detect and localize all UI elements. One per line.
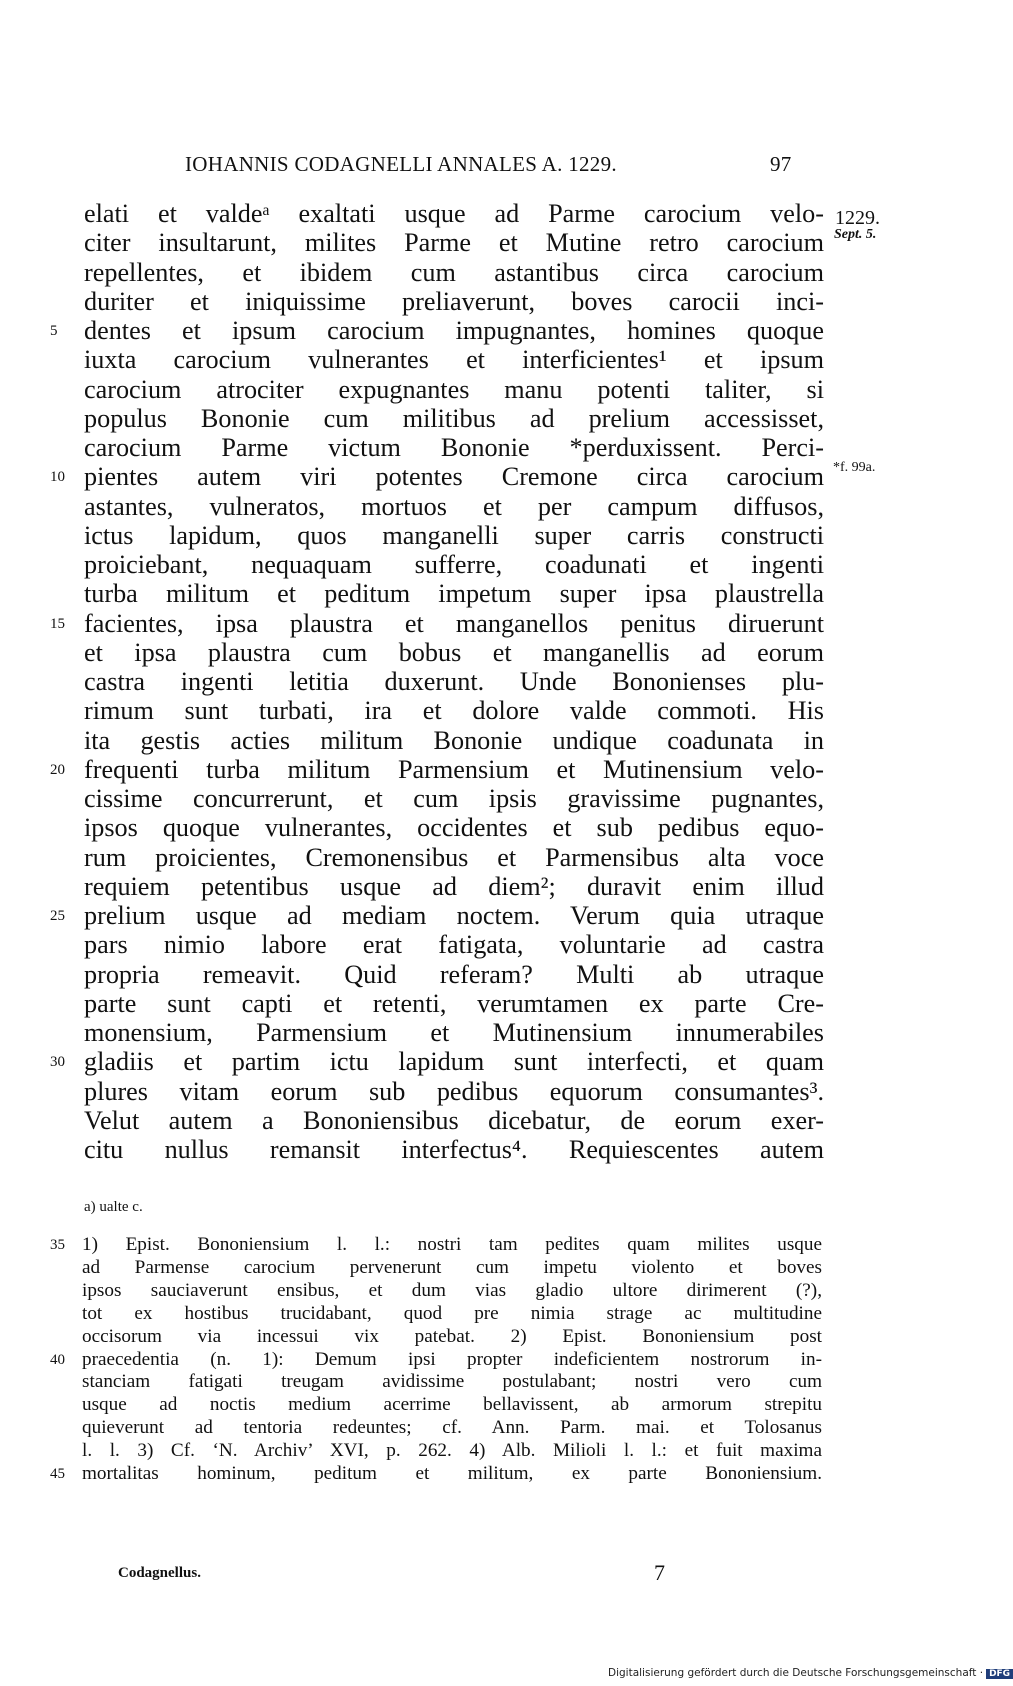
- text-line: plures vitam eorum sub pedibus equorum consumantes³.: [84, 1076, 824, 1106]
- line-number: 5: [50, 323, 58, 339]
- text-line: duriter et iniquissime preliaverunt, boves carocii inci-: [84, 286, 824, 316]
- text-line: rimum sunt turbati, ira et dolore valde commoti. His: [84, 696, 824, 726]
- text-line: facientes, ipsa plaustra et manganellos penitus diruerunt: [84, 608, 824, 638]
- footnote-line-number: 45: [50, 1466, 65, 1482]
- footnote-line-number: 40: [50, 1351, 65, 1368]
- footnote-line: occisorum via incessui vix patebat. 2) Epist. Bononiensium post: [82, 1325, 822, 1347]
- text-line: requiem petentibus usque ad diem²; duravit enim illud: [84, 871, 824, 901]
- text-line: propria remeavit. Quid referam? Multi ab utraque: [84, 959, 824, 989]
- text-line: carocium Parme victum Bononie *perduxissent. Perci-: [84, 433, 824, 462]
- text-line: citu nullus remansit interfectus⁴. Requiescentes autem: [84, 1135, 824, 1164]
- margin-date: Sept. 5.: [834, 227, 877, 242]
- text-line: frequenti turba militum Parmensium et Mutinensium velo-: [84, 754, 824, 784]
- text-line: carocium atrociter expugnantes manu potenti taliter, si: [84, 374, 824, 404]
- running-header: [185, 152, 825, 182]
- credit-text: Digitalisierung gefördert durch die Deutsche Forschungsgemeinschaft ·: [608, 1667, 984, 1679]
- footnote-line: praecedentia (n. 1): Demum ipsi propter indeficientem nostrorum in-: [82, 1348, 822, 1370]
- text-line: repellentes, et ibidem cum astantibus circa carocium: [84, 257, 824, 287]
- text-line: prelium usque ad mediam noctem. Verum quia utraque: [84, 901, 824, 930]
- text-line: ictus lapidum, quos manganelli super carris constructi: [84, 520, 824, 550]
- text-line: citer insultarunt, milites Parme et Mutine retro carocium: [84, 228, 824, 258]
- footnote-line-number: 35: [50, 1237, 65, 1253]
- line-number: 10: [50, 469, 65, 486]
- digitization-credit: [608, 1667, 1013, 1679]
- text-line: monensium, Parmensium et Mutinensium innumerabiles: [84, 1018, 824, 1047]
- text-line: pars nimio labore erat fatigata, voluntarie ad castra: [84, 930, 824, 960]
- text-line: gladiis et partim ictu lapidum sunt interfecti, et quam: [84, 1047, 824, 1077]
- footnote-line: usque ad noctis medium acerrime bellavissent, ab armorum strepitu: [82, 1394, 822, 1416]
- sheet-signature: Codagnellus.: [118, 1565, 201, 1581]
- text-line: pientes autem viri potentes Cremone circa carocium: [84, 462, 824, 492]
- dfg-logo: DFG: [986, 1669, 1013, 1679]
- text-line: proiciebant, nequaquam sufferre, coadunati et ingenti: [84, 550, 824, 579]
- line-number: 15: [50, 615, 65, 632]
- text-line: parte sunt capti et retenti, verumtamen ex parte Cre-: [84, 988, 824, 1018]
- text-line: populus Bononie cum militibus ad prelium accessisset,: [84, 403, 824, 433]
- footnote-line: quieverunt ad tentoria redeuntes; cf. Ann. Parm. mai. et Tolosanus: [82, 1417, 822, 1439]
- line-number: 30: [50, 1054, 65, 1071]
- footnote-line: ad Parmense carocium pervenerunt cum impetu violento et boves: [82, 1256, 822, 1278]
- text-line: turba militum et peditum impetum super ipsa plaustrella: [84, 579, 824, 609]
- footnote-line: ipsos sauciaverunt ensibus, et dum vias gladio ultore dirimerent (?),: [82, 1279, 822, 1301]
- text-line: cissime concurrerunt, et cum ipsis gravissime pugnantes,: [84, 784, 824, 813]
- running-title: IOHANNIS CODAGNELLI ANNALES A. 1229.: [185, 152, 617, 176]
- footnote-line: stanciam fatigati treugam avidissime postulabant; nostri vero cum: [82, 1371, 822, 1393]
- variant-note: a) ualte c.: [84, 1199, 143, 1215]
- footnote-line: mortalitas hominum, peditum et militum, ex parte Bononiensium.: [82, 1463, 822, 1484]
- sheet-number: 7: [654, 1560, 665, 1585]
- text-line: rum proicientes, Cremonensibus et Parmensibus alta voce: [84, 842, 824, 872]
- text-line: dentes et ipsum carocium impugnantes, homines quoque: [84, 316, 824, 345]
- text-line: iuxta carocium vulnerantes et interficientes¹ et ipsum: [84, 345, 824, 375]
- page-number: 97: [770, 152, 792, 176]
- text-line: elati et valdeᵃ exaltati usque ad Parme carocium velo-: [84, 199, 824, 228]
- footnote-line: l. l. 3) Cf. ‘N. Archiv’ XVI, p. 262. 4) Alb. Milioli l. l.: et fuit maxima: [82, 1440, 822, 1462]
- line-number: 25: [50, 908, 65, 924]
- line-number: 20: [50, 761, 65, 778]
- margin-year: 1229.: [835, 207, 880, 229]
- text-line: ita gestis acties militum Bononie undique coadunata in: [84, 725, 824, 755]
- margin-folio-mark: *f. 99a.: [833, 460, 876, 475]
- footnote-line: 1) Epist. Bononiensium l. l.: nostri tam pedites quam milites usque: [82, 1234, 822, 1255]
- footnote-line: tot ex hostibus trucidabant, quod pre nimia strage ac multitudine: [82, 1302, 822, 1324]
- text-line: Velut autem a Bononiensibus dicebatur, de eorum exer-: [84, 1105, 824, 1135]
- text-line: astantes, vulneratos, mortuos et per campum diffusos,: [84, 491, 824, 521]
- text-line: castra ingenti letitia duxerunt. Unde Bononienses plu-: [84, 667, 824, 696]
- text-line: et ipsa plaustra cum bobus et manganellis ad eorum: [84, 637, 824, 667]
- text-line: ipsos quoque vulnerantes, occidentes et sub pedibus equo-: [84, 813, 824, 843]
